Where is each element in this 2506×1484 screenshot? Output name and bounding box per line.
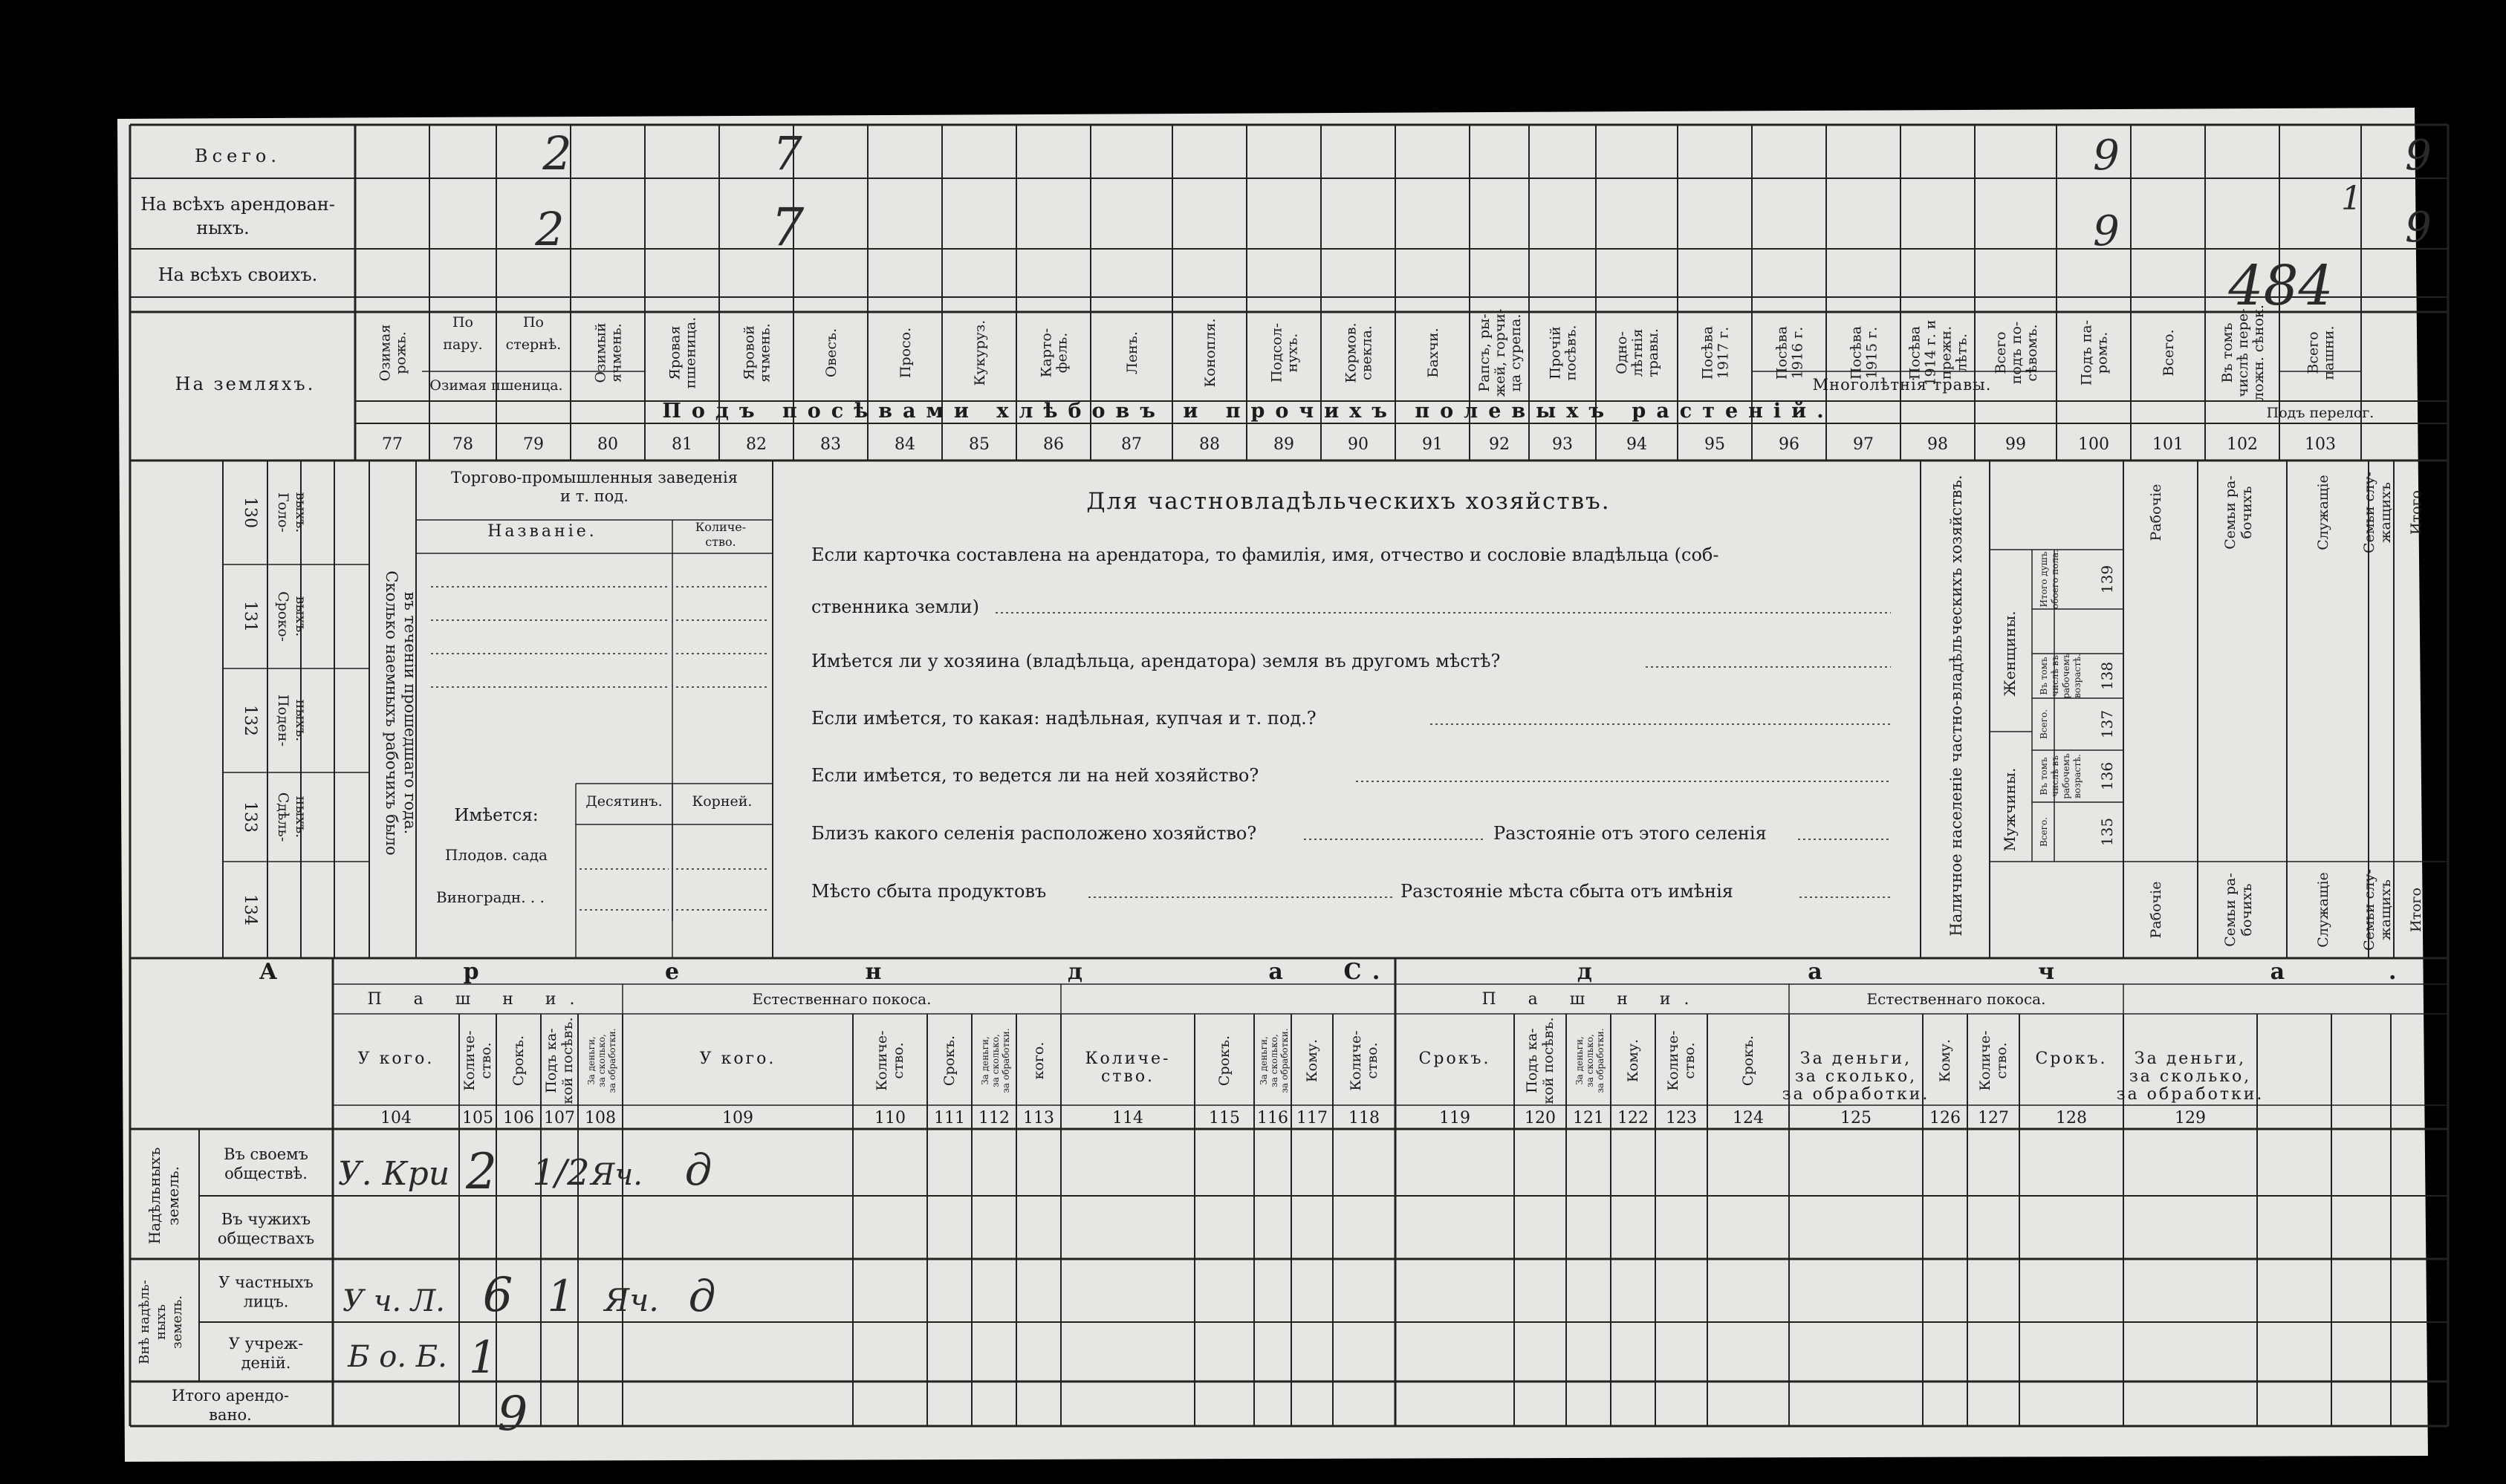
population-number-139: 139 <box>2098 564 2116 594</box>
lease-column-number-111: 111 <box>934 1109 965 1127</box>
crop-header-81: пшеница. <box>682 316 699 389</box>
livestock-label-132: Поден- <box>275 694 291 747</box>
population-col-138: рабочемъ <box>2061 653 2071 699</box>
crop-header-96: 1916 г. <box>1789 326 1806 380</box>
crop-header-89: нухъ. <box>1284 333 1301 373</box>
column-number-100: 100 <box>2078 435 2109 454</box>
column-number-96: 96 <box>1779 435 1799 454</box>
lease-header-115: Срокъ. <box>1216 1035 1233 1087</box>
population-col-139: Итого душъ <box>2039 551 2049 608</box>
handwritten-lease-qty-1: 2 <box>466 1143 497 1200</box>
crop-header-83: Овесъ. <box>823 328 840 378</box>
lease-header-118: Количе- <box>1348 1030 1364 1091</box>
handwritten-total-plough: 9 <box>2405 131 2432 180</box>
column-number-77: 77 <box>382 435 403 454</box>
population-col-139: обоего пола. <box>2050 550 2060 609</box>
question-owner: Если карточка составлена на арендатора, то фамилiя, имя, отчество и сословiе владѣльца (соб- <box>811 544 1719 565</box>
lease-header-116: За деньги, <box>1259 1036 1269 1085</box>
handwritten-lease-pay-3: д <box>688 1271 716 1321</box>
population-number-137: 137 <box>2098 709 2116 739</box>
crop-header-79: По <box>522 314 545 331</box>
row-label-own: На всѣхъ своихъ. <box>158 264 318 285</box>
population-right-top: Служащiе <box>2315 475 2331 550</box>
handwritten-lease-qty-4: 1 <box>468 1332 498 1384</box>
lease-header-107: кой посѣвъ. <box>559 1017 576 1104</box>
handwritten-lease-who-3: У ч. Л. <box>342 1284 446 1318</box>
population-right-top: жащихъ <box>2377 482 2394 543</box>
lease-header-119: Срокъ. <box>1418 1049 1491 1068</box>
population-right-top: Рабочiе <box>2148 484 2164 541</box>
handwritten-lease-term-1: 1/2 <box>532 1152 590 1194</box>
lease-column-number-126: 126 <box>1929 1109 1961 1127</box>
lease-pokos-header: Естественнаго покоса. <box>752 990 932 1008</box>
lease-column-number-127: 127 <box>1978 1109 2009 1127</box>
population-right-top: Семьи ра- <box>2222 475 2239 550</box>
lease-header-122: Кому. <box>1625 1038 1641 1083</box>
lease-column-number-120: 120 <box>1525 1109 1556 1127</box>
lease-header-116: за сколько, <box>1269 1034 1279 1087</box>
lease-header-117: Кому. <box>1304 1038 1320 1083</box>
lease-header-128: Срокъ. <box>2035 1049 2108 1068</box>
crop-header-98: лѣтъ. <box>1953 333 1970 373</box>
lease-column-number-106: 106 <box>503 1109 534 1127</box>
group-label-perennial-grass: Многолѣтнiя травы. <box>1812 376 1992 394</box>
lease-group-allotment: земель. <box>164 1165 182 1226</box>
lease-row-label-2: лицъ. <box>243 1292 289 1311</box>
lease-header-129: За деньги, <box>2134 1049 2247 1068</box>
lease-header-120: Подъ ка- <box>1524 1028 1540 1093</box>
lease-header-123: Количе- <box>1665 1030 1681 1091</box>
lease-column-number-124: 124 <box>1733 1109 1764 1127</box>
column-number-78: 78 <box>452 435 473 454</box>
lease-group-allotment: Надѣльныхъ <box>146 1147 163 1245</box>
crop-header-89: Подсол- <box>1268 322 1285 383</box>
crop-header-103: пашни. <box>2320 325 2337 380</box>
column-number-79: 79 <box>523 435 544 454</box>
column-number-81: 81 <box>672 435 692 454</box>
column-number-97: 97 <box>1853 435 1874 454</box>
population-right-bottom: жащихъ <box>2377 879 2394 940</box>
lease-group-non-allotment: ныхъ <box>153 1304 169 1340</box>
crop-header-92: Рапсъ, ры- <box>1476 313 1493 392</box>
livestock-number-132: 132 <box>241 705 259 736</box>
lease-header-109: У кого. <box>699 1049 776 1068</box>
crop-header-80: ячмень. <box>608 323 625 383</box>
lease-group-non-allotment: Внѣ надѣль- <box>137 1280 152 1364</box>
crop-header-98: Посѣва <box>1906 325 1924 380</box>
crop-header-90: Кормов. <box>1343 322 1360 383</box>
crop-header-97: Посѣва <box>1848 325 1865 380</box>
crop-header-88: Конопля. <box>1202 318 1218 388</box>
handwritten-total-sown: 9 <box>2093 131 2120 180</box>
population-number-138: 138 <box>2098 661 2116 691</box>
lease-header-113: кого. <box>1030 1041 1047 1080</box>
crop-header-90: свекла. <box>1358 325 1375 380</box>
crop-header-99: Всего <box>1993 331 2009 374</box>
lease-arenda-header: А р е н д а. <box>259 959 1470 985</box>
population-col-137: Всего. <box>2039 709 2049 739</box>
lease-column-number-117: 117 <box>1296 1109 1328 1127</box>
column-number-85: 85 <box>969 435 990 454</box>
lease-header-118: ство. <box>1364 1042 1380 1079</box>
column-number-92: 92 <box>1489 435 1510 454</box>
crop-header-92: жей, горчи- <box>1492 308 1508 397</box>
lease-header-121: за обработки. <box>1595 1028 1606 1093</box>
lease-row-label-1: Въ чужихъ <box>221 1210 311 1228</box>
crop-header-102: Въ томъ <box>2219 322 2236 383</box>
lease-header-121: За деньги, <box>1574 1036 1585 1085</box>
lease-header-112: за обработки. <box>1001 1028 1011 1093</box>
column-number-87: 87 <box>1121 435 1142 454</box>
lease-header-129: за сколько, <box>2129 1067 2252 1086</box>
row-label-lands: На земляхъ. <box>175 374 316 394</box>
column-number-94: 94 <box>1626 435 1647 454</box>
column-number-91: 91 <box>1422 435 1443 454</box>
population-col-135: Всего. <box>2039 817 2049 847</box>
lease-column-number-121: 121 <box>1573 1109 1604 1127</box>
question-owner: ственника земли) <box>811 596 979 617</box>
lease-row-label-4: вано. <box>209 1406 252 1424</box>
crop-header-78: пару. <box>443 336 483 353</box>
population-right-bottom: Рабочiе <box>2148 881 2164 939</box>
lease-header-111: Срокъ. <box>941 1035 958 1087</box>
lease-header-125: За деньги, <box>1799 1049 1912 1068</box>
lease-row-label-0: Въ своемъ <box>224 1145 308 1163</box>
group-label-winter-wheat: Озимая пшеница. <box>429 377 563 394</box>
lease-pashni-header-2: П а ш н и. <box>1481 990 1703 1009</box>
lease-column-number-123: 123 <box>1666 1109 1697 1127</box>
crop-header-97: 1915 г. <box>1863 326 1880 380</box>
lease-header-108: за обработки. <box>607 1028 617 1093</box>
handwritten-lease-who-1: У. Кри <box>337 1155 450 1193</box>
column-number-99: 99 <box>2005 435 2026 454</box>
column-number-88: 88 <box>1199 435 1220 454</box>
lease-row-label-3: денiй. <box>241 1354 291 1372</box>
column-number-89: 89 <box>1273 435 1294 454</box>
crop-header-101: Всего. <box>2161 329 2177 377</box>
lease-column-number-119: 119 <box>1439 1109 1470 1127</box>
column-number-83: 83 <box>820 435 841 454</box>
lease-column-number-108: 108 <box>585 1109 616 1127</box>
livestock-label-133: Сдѣль- <box>275 792 291 842</box>
crop-header-79: стернѣ. <box>505 336 562 353</box>
handwritten-leased-plough: 9 <box>2405 204 2432 252</box>
handwritten-leased-barley: 7 <box>770 197 805 258</box>
lease-column-number-112: 112 <box>978 1109 1010 1127</box>
lease-column-number-116: 116 <box>1257 1109 1288 1127</box>
trade-title: и т. под. <box>560 487 629 505</box>
trade-has-label: Имѣется: <box>454 806 539 825</box>
lease-row-label-4: Итого арендо- <box>172 1387 289 1405</box>
livestock-label-130: Голо- <box>275 492 291 533</box>
column-number-82: 82 <box>746 435 767 454</box>
population-right-bottom: Семьи слу- <box>2361 869 2377 951</box>
livestock-label-133: ныхъ. <box>293 795 309 839</box>
crop-header-100: ромъ. <box>2094 331 2111 374</box>
lease-header-129: за обработки. <box>2116 1085 2265 1104</box>
population-col-136: числѣ въ <box>2050 755 2060 797</box>
lease-header-120: кой посѣвъ. <box>1540 1017 1556 1104</box>
lease-header-114: Количе- <box>1085 1049 1171 1068</box>
crop-header-98: 1914 г. и <box>1922 319 1939 386</box>
population-right-top: бочихъ <box>2239 486 2255 539</box>
livestock-label-132: ныхъ. <box>293 699 309 742</box>
lease-header-127: Количе- <box>1977 1030 1993 1091</box>
column-number-103: 103 <box>2305 435 2336 454</box>
lease-column-number-107: 107 <box>544 1109 575 1127</box>
handwritten-total-barley: 7 <box>773 126 802 180</box>
lease-row-label-2: У частныхъ <box>218 1273 314 1292</box>
lease-column-number-105: 105 <box>462 1109 493 1127</box>
column-number-98: 98 <box>1927 435 1948 454</box>
population-col-138: Въ томъ <box>2039 657 2049 695</box>
crop-header-87: Ленъ. <box>1124 331 1140 374</box>
population-label: Наличное населенiе частно-владѣльческихъ хозяйствъ. <box>1947 475 1965 937</box>
trade-qty-header: ство. <box>705 535 736 549</box>
handwritten-own-fallow: 484 <box>2228 254 2334 318</box>
lease-header-114: ство. <box>1100 1067 1155 1086</box>
crop-header-95: 1917 г. <box>1715 326 1732 380</box>
population-right-bottom: Итого <box>2408 888 2424 932</box>
column-number-101: 101 <box>2152 435 2184 454</box>
crop-header-78: По <box>452 314 474 331</box>
handwritten-lease-pay-1: д <box>684 1145 712 1195</box>
column-number-80: 80 <box>597 435 618 454</box>
lease-pokos-header-2: Естественнаго покоса. <box>1866 990 2046 1008</box>
crop-header-84: Просо. <box>897 327 914 379</box>
population-col-136: возрастѣ. <box>2072 754 2083 798</box>
crop-header-93: посѣвъ. <box>1562 325 1580 381</box>
livestock-label-131: выхъ. <box>293 596 309 637</box>
population-right-bottom: Служащiе <box>2315 872 2331 948</box>
handwritten-leased-rye: 2 <box>535 202 565 256</box>
lease-header-127: ство. <box>1993 1042 2010 1079</box>
korney-header: Корней. <box>692 793 753 810</box>
population-women: Женщины. <box>2001 611 2019 697</box>
lease-group-non-allotment: земель. <box>169 1295 185 1350</box>
crop-header-86: Карто- <box>1038 328 1055 378</box>
crop-header-94: Одно- <box>1614 331 1630 374</box>
question-village: Близъ какого селенiя расположено хозяйство? <box>811 823 1257 844</box>
crop-header-103: Всего <box>2305 331 2322 374</box>
crop-header-93: Прочiй <box>1547 326 1564 380</box>
handwritten-lease-total: 9 <box>497 1387 528 1442</box>
crop-header-82: ячмень. <box>756 323 773 383</box>
handwritten-total-rye: 2 <box>542 126 572 180</box>
column-number-90: 90 <box>1348 435 1369 454</box>
lease-row-label-1: обществахъ <box>217 1229 315 1248</box>
group-label-fallow: Подъ перелог. <box>2266 405 2374 421</box>
lease-column-number-125: 125 <box>1840 1109 1872 1127</box>
population-right-bottom: Семьи ра- <box>2222 873 2239 947</box>
population-right-top: Семьи слу- <box>2361 472 2377 553</box>
lease-header-107: Подъ ка- <box>543 1028 559 1093</box>
lease-column-number-129: 129 <box>2175 1109 2206 1127</box>
lease-header-104: У кого. <box>357 1049 435 1068</box>
column-number-93: 93 <box>1552 435 1573 454</box>
lease-header-110: Количе- <box>874 1030 890 1091</box>
trade-title: Торгово-промышленныя заведенiя <box>451 469 738 486</box>
lease-column-number-118: 118 <box>1348 1109 1380 1127</box>
handwritten-lease-qty-3: 6 <box>482 1268 513 1323</box>
column-number-102: 102 <box>2227 435 2258 454</box>
crop-header-95: Посѣва <box>1699 325 1716 380</box>
crop-header-85: Кукуруз. <box>972 319 988 386</box>
crop-header-81: Яровая <box>666 325 684 380</box>
crop-header-99: подъ по- <box>2008 321 2025 385</box>
crop-header-100: Подъ па- <box>2078 319 2095 386</box>
crop-header-102: ложн. сѣнок. <box>2250 305 2267 401</box>
handwritten-lease-term-3: 1 <box>547 1271 575 1321</box>
crop-header-82: Яровой <box>741 325 758 380</box>
question-market: Мѣсто сбыта продуктовъ <box>811 881 1047 902</box>
population-right-top: Итого <box>2408 490 2424 535</box>
column-number-86: 86 <box>1043 435 1064 454</box>
population-col-136: Въ томъ <box>2039 757 2049 795</box>
crop-header-94: лѣтнiя <box>1629 328 1646 377</box>
handwritten-leased-sown: 9 <box>2093 207 2120 256</box>
orchard-label: Плодов. сада <box>445 846 548 864</box>
private-holdings-title: Для частновладѣльческихъ хозяйствъ. <box>1086 488 1611 515</box>
lease-header-121: за сколько, <box>1585 1034 1595 1087</box>
lease-header-126: Кому. <box>1937 1038 1953 1083</box>
column-number-84: 84 <box>895 435 915 454</box>
lease-column-number-109: 109 <box>722 1109 753 1127</box>
livestock-label-131: Сроко- <box>275 591 291 642</box>
row-label-leased: На всѣхъ арендован- <box>140 194 335 215</box>
population-right-bottom: бочихъ <box>2239 883 2255 937</box>
population-number-136: 136 <box>2098 761 2116 791</box>
lease-header-108: За деньги, <box>586 1036 597 1085</box>
handwritten-lease-who-4: Б о. Б. <box>348 1340 447 1374</box>
lease-header-112: за сколько, <box>990 1034 1001 1087</box>
crop-header-92: ца сурепа. <box>1507 313 1524 392</box>
question-other-land: Имѣется ли у хозяина (владѣльца, арендатора) земля въ другомъ мѣстѣ? <box>811 651 1501 671</box>
lease-header-106: Срокъ. <box>510 1035 527 1087</box>
lease-header-125: за обработки. <box>1782 1085 1930 1104</box>
population-number-135: 135 <box>2098 817 2116 847</box>
handwritten-leased-fallow: 1 <box>2341 180 2362 218</box>
lease-column-number-110: 110 <box>874 1109 906 1127</box>
handwritten-lease-sow-1: Яч. <box>591 1158 643 1192</box>
desyatin-header: Десятинъ. <box>585 793 663 810</box>
population-col-138: числѣ въ <box>2050 655 2060 697</box>
trade-name-header: Названiе. <box>487 522 597 541</box>
livestock-number-134: 134 <box>241 894 259 925</box>
crop-header-96: Посѣва <box>1773 325 1791 380</box>
crop-header-91: Бахчи. <box>1425 328 1441 378</box>
column-number-95: 95 <box>1704 435 1725 454</box>
crop-header-102: числѣ пере- <box>2235 308 2251 397</box>
lease-column-number-115: 115 <box>1209 1109 1240 1127</box>
crop-header-99: сѣвомъ. <box>2024 324 2040 382</box>
lease-header-110: ство. <box>890 1042 906 1079</box>
crop-header-77: Озимая <box>377 324 394 382</box>
population-men: Мужчины. <box>2001 767 2019 852</box>
lease-header-105: ство. <box>478 1042 494 1079</box>
question-land-type: Если имѣется, то какая: надѣльная, купчая и т. под.? <box>811 708 1317 729</box>
question-market-distance: Разстоянiе мѣста сбыта отъ имѣнiя <box>1400 881 1733 902</box>
lease-header-116: за обработки. <box>1279 1028 1290 1093</box>
hired-workers-label: Сколько наемныхъ рабочихъ было <box>383 570 400 856</box>
crop-header-98: прежн. <box>1938 325 1955 380</box>
population-col-136: рабочемъ <box>2061 753 2071 799</box>
lease-column-number-122: 122 <box>1617 1109 1649 1127</box>
livestock-number-131: 131 <box>241 601 259 632</box>
question-farming: Если имѣется, то ведется ли на ней хозяйство? <box>811 765 1259 786</box>
lease-sdacha-header: С д а ч а. <box>1343 959 2501 985</box>
banner-crops: Подъ посѣвами хлѣбовъ и прочихъ полевыхъ растенiй. <box>662 400 1834 423</box>
lease-row-label-0: обществѣ. <box>224 1165 308 1182</box>
lease-column-number-128: 128 <box>2056 1109 2087 1127</box>
lease-column-number-114: 114 <box>1112 1109 1143 1127</box>
lease-header-123: ство. <box>1681 1042 1698 1079</box>
lease-pashni-header: П а ш н и. <box>367 990 588 1009</box>
lease-header-125: за сколько, <box>1794 1067 1918 1086</box>
livestock-number-130: 130 <box>241 497 259 528</box>
lease-header-108: за сколько, <box>597 1034 607 1087</box>
crop-header-94: травы. <box>1645 328 1661 377</box>
lease-column-number-104: 104 <box>380 1109 412 1127</box>
lease-row-label-3: У учреж- <box>228 1335 304 1353</box>
row-label-leased: ныхъ. <box>196 218 250 238</box>
row-label-total: Всего. <box>195 146 281 166</box>
handwritten-lease-sow-3: Яч. <box>604 1282 659 1318</box>
livestock-label-130: выхъ. <box>293 492 309 533</box>
livestock-number-133: 133 <box>241 801 259 833</box>
vineyard-label: Виноградн. . . <box>435 888 545 906</box>
trade-qty-header: Количе- <box>695 520 747 534</box>
question-village-distance: Разстоянiе отъ этого селенiя <box>1493 823 1767 844</box>
lease-header-105: Количе- <box>461 1030 478 1091</box>
crop-header-77: рожь. <box>392 331 409 374</box>
population-col-138: возрастѣ. <box>2072 654 2083 698</box>
lease-header-112: За деньги, <box>980 1036 990 1085</box>
hired-workers-label: въ теченiи прошедшаго года. <box>401 591 419 835</box>
lease-column-number-113: 113 <box>1023 1109 1054 1127</box>
crop-header-86: фель. <box>1054 332 1071 374</box>
crop-header-80: Озимый <box>592 322 609 383</box>
lease-header-124: Срокъ. <box>1740 1035 1756 1087</box>
